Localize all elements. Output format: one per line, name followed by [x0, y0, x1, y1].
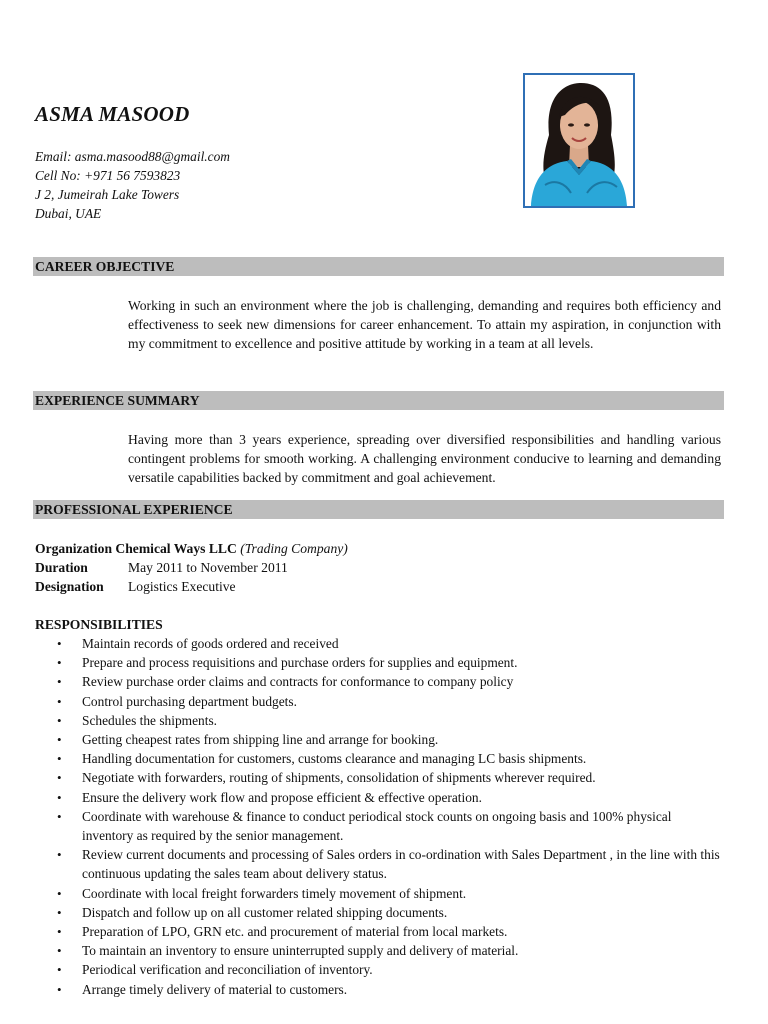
list-item: • Control purchasing department budgets. — [35, 692, 725, 711]
list-item: • Arrange timely delivery of material to customers. — [35, 980, 725, 999]
organization-line — [35, 539, 348, 558]
list-item: • Handling documentation for customers, customs clearance and managing LC basis shipments. — [35, 749, 725, 768]
professional-experience-header: PROFESSIONAL EXPERIENCE — [33, 500, 724, 519]
duration-label: Duration — [35, 560, 88, 575]
duration-value: May 2011 to November 2011 — [128, 560, 288, 575]
responsibilities-title: RESPONSIBILITIES — [35, 617, 163, 632]
responsibilities-list — [35, 634, 725, 999]
list-item: • Coordinate with warehouse & finance to conduct periodical stock counts on ongoing basis and 100% physical inventory as required by the senior management. — [35, 807, 725, 845]
designation-label: Designation — [35, 579, 104, 594]
experience-summary-text: Having more than 3 years experience, spreading over diversified responsibilities and handling various contingent problems for smooth working. A challenging environment conducive to learning and demanding versatile capabilities backed by commitment and goal achievement. — [128, 432, 721, 486]
contact-block — [35, 147, 230, 223]
organization-type: (Trading Company) — [240, 541, 348, 556]
address-line-2: Dubai, UAE — [35, 206, 102, 221]
organization-name: Organization Chemical Ways LLC — [35, 541, 237, 556]
profile-photo — [523, 73, 635, 208]
list-item: • Schedules the shipments. — [35, 711, 725, 730]
career-objective-header: CAREER OBJECTIVE — [33, 257, 724, 276]
list-item: • Negotiate with forwarders, routing of shipments, consolidation of shipments wherever required. — [35, 768, 725, 787]
list-item: • Dispatch and follow up on all customer related shipping documents. — [35, 903, 725, 922]
email-line: Email: asma.masood88@gmail.com — [35, 149, 230, 164]
experience-summary-header: EXPERIENCE SUMMARY — [33, 391, 724, 410]
candidate-name: ASMA MASOOD — [35, 102, 190, 126]
address-line-1: J 2, Jumeirah Lake Towers — [35, 187, 180, 202]
list-item: • Review purchase order claims and contracts for conformance to company policy — [35, 672, 725, 691]
list-item: • Getting cheapest rates from shipping line and arrange for booking. — [35, 730, 725, 749]
designation-line — [35, 577, 236, 596]
list-item: • To maintain an inventory to ensure uninterrupted supply and delivery of material. — [35, 941, 725, 960]
portrait-photo-icon — [525, 75, 633, 206]
designation-value: Logistics Executive — [128, 579, 236, 594]
career-objective-text: Working in such an environment where the job is challenging, demanding and requires both efficiency and effectiveness to seek new dimensions for career enhancement. To attain my aspiration, in conjunction with my commitment to excellence and positive attitude by working in a team at all levels. — [128, 298, 721, 352]
list-item: • Periodical verification and reconciliation of inventory. — [35, 960, 725, 979]
list-item: • Preparation of LPO, GRN etc. and procurement of material from local markets. — [35, 922, 725, 941]
list-item: • Review current documents and processing of Sales orders in co-ordination with Sales Department , in the line with this continuous updating the sales team about delivery status. — [35, 845, 725, 883]
duration-line — [35, 558, 288, 577]
list-item: • Ensure the delivery work flow and propose efficient & effective operation. — [35, 788, 725, 807]
cell-line: Cell No: +971 56 7593823 — [35, 168, 181, 183]
list-item: • Coordinate with local freight forwarders timely movement of shipment. — [35, 884, 725, 903]
list-item: • Prepare and process requisitions and purchase orders for supplies and equipment. — [35, 653, 725, 672]
list-item: • Maintain records of goods ordered and received — [35, 634, 725, 653]
